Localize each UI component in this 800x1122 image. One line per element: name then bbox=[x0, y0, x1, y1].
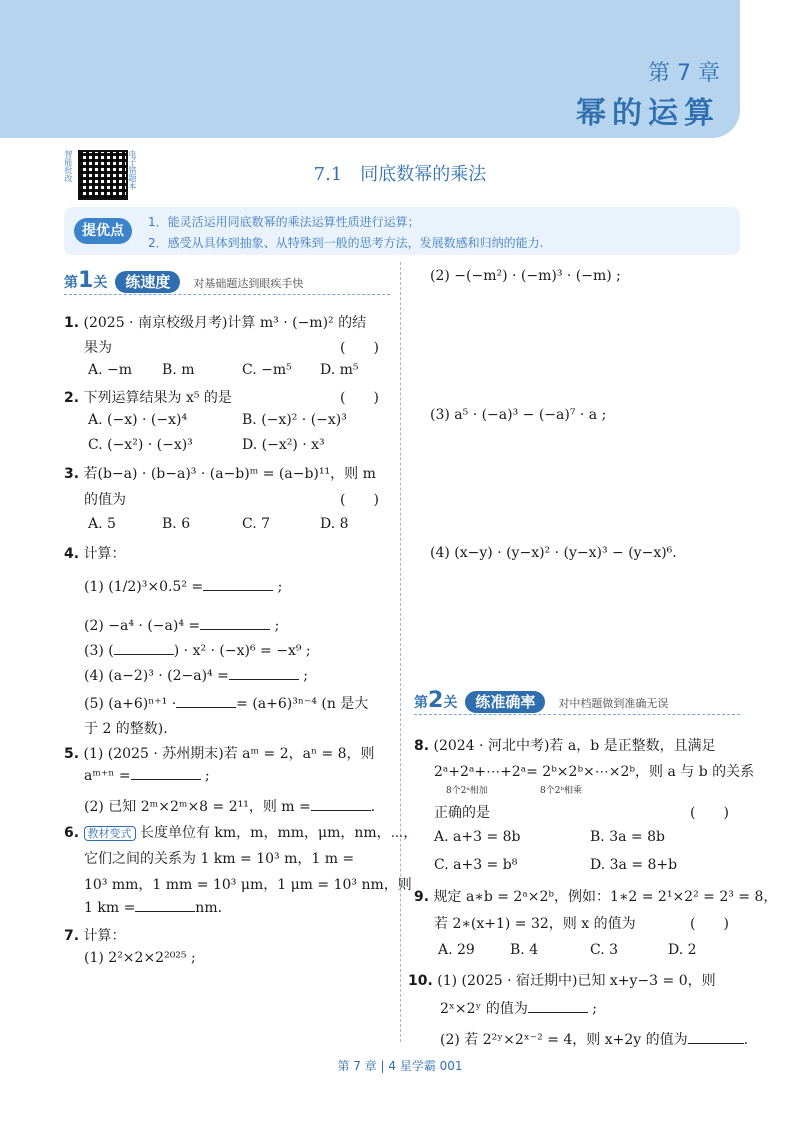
q8-option-b[interactable]: B. 3a = 8b bbox=[590, 829, 665, 845]
q3-stem bbox=[64, 463, 376, 483]
key-points-badge: 提优点 bbox=[74, 218, 132, 244]
q8-option-a[interactable]: A. a+3 = 8b bbox=[434, 829, 521, 845]
q7-text: 计算： bbox=[83, 928, 126, 944]
q2-text: 下列运算结果为 x⁵ 的是 bbox=[83, 390, 232, 406]
level-2-desc: 对中档题做到准确无误 bbox=[558, 697, 669, 710]
q10-line-3-text: (2) 若 2²ʸ×2ˣ⁻² = 4，则 x+2y 的值为 bbox=[440, 1032, 688, 1048]
level-1-header bbox=[64, 268, 303, 293]
q1-number: 1. bbox=[64, 315, 80, 331]
q5-number: 5. bbox=[64, 746, 80, 762]
key-point-2: 2．感受从具体到抽象、从特殊到一般的思考方法，发展数感和归纳的能力. bbox=[148, 236, 544, 250]
q10-line-3: (2) 若 2²ʸ×2ˣ⁻² = 4，则 x+2y 的值为 . bbox=[440, 1032, 749, 1048]
q4-line-2: (2) −a⁴ · (−a)⁴ = ; bbox=[84, 618, 280, 634]
q9-option-d[interactable]: D. 2 bbox=[668, 942, 697, 958]
level-1-desc: 对基础题达到眼疾手快 bbox=[193, 277, 304, 290]
q1-option-b[interactable]: B. m bbox=[162, 362, 195, 378]
key-point-1: 1．能灵活运用同底数幂的乘法运算性质进行运算； bbox=[148, 215, 420, 229]
chapter-number: 第 7 章 bbox=[648, 61, 720, 86]
q7-part-2: (2) −(−m²) · (−m)³ · (−m) ; bbox=[430, 268, 621, 284]
q2-answer-paren[interactable]: ( ) bbox=[340, 390, 379, 406]
q4-text: 计算： bbox=[83, 546, 126, 562]
q6-line-1 bbox=[64, 822, 417, 842]
level-2-prefix: 第 bbox=[414, 695, 428, 711]
q8-number: 8. bbox=[414, 738, 430, 754]
q5-blank-2[interactable] bbox=[311, 810, 371, 811]
q4-line-4: (4) (a−2)³ · (2−a)⁴ = ; bbox=[84, 668, 309, 684]
column-divider bbox=[400, 262, 401, 1042]
q2-option-c[interactable]: C. (−x²) · (−x)³ bbox=[88, 437, 193, 453]
q8-line-2-b: = 2ᵇ×2ᵇ×⋯×2ᵇ bbox=[526, 764, 636, 780]
q5-line-1-text: (1) (2025 · 苏州期末)若 aᵐ = 2，aⁿ = 8，则 bbox=[83, 746, 375, 762]
level-1-suffix: 关 bbox=[93, 275, 108, 291]
q8-brace-1: 8个2ᵃ相加 bbox=[446, 786, 488, 796]
q3-answer-paren[interactable]: ( ) bbox=[340, 492, 379, 508]
q8-line-2-c: ，则 a 与 b 的关系 bbox=[635, 764, 755, 780]
q1-answer-paren[interactable]: ( ) bbox=[340, 340, 379, 356]
q7-part-4: (4) (x−y) · (y−x)² · (y−x)³ − (y−x)⁶. bbox=[430, 545, 677, 561]
q4-line-1: (1) (1/2)³×0.5² = ; bbox=[84, 579, 283, 595]
q3-option-b[interactable]: B. 6 bbox=[162, 516, 191, 532]
q6-line-1-text: 长度单位有 km，m，mm，μm，nm，⋯， bbox=[139, 825, 418, 841]
q4-stem bbox=[64, 543, 126, 563]
level-2-number: 2 bbox=[428, 688, 444, 713]
q8-line-2-a: 2ᵃ+2ᵃ+⋯+2ᵃ bbox=[434, 764, 527, 780]
q9-number: 9. bbox=[414, 889, 430, 905]
q10-line-1 bbox=[408, 970, 716, 990]
level-1-line bbox=[64, 294, 390, 295]
q8-option-d[interactable]: D. 3a = 8+b bbox=[590, 857, 678, 873]
q2-stem bbox=[64, 387, 232, 407]
q8-line-2 bbox=[434, 761, 754, 781]
level-2-name: 练准确率 bbox=[465, 691, 545, 713]
q6-line-4-b: nm. bbox=[195, 900, 223, 916]
q8-line-1 bbox=[414, 735, 716, 755]
q2-number: 2. bbox=[64, 390, 80, 406]
q9-option-b[interactable]: B. 4 bbox=[510, 942, 539, 958]
q5-line-2-text: aᵐ⁺ⁿ = bbox=[84, 768, 131, 784]
q5-line-1 bbox=[64, 743, 375, 763]
q8-option-c[interactable]: C. a+3 = b⁸ bbox=[434, 857, 518, 873]
q1-option-d[interactable]: D. m⁵ bbox=[320, 362, 359, 378]
q6-line-4-a: 1 km = bbox=[84, 900, 136, 916]
q6-tag: 教材变式 bbox=[84, 826, 136, 841]
q10-line-2-text: 2ˣ×2ʸ 的值为 bbox=[440, 1001, 528, 1017]
q9-option-c[interactable]: C. 3 bbox=[590, 942, 619, 958]
q8-answer-paren[interactable]: ( ) bbox=[690, 805, 729, 821]
q9-line-2: 若 2∗(x+1) = 32，则 x 的值为 bbox=[434, 916, 636, 932]
q1-stem bbox=[64, 312, 366, 332]
q2-option-d[interactable]: D. (−x²) · x³ bbox=[242, 437, 325, 453]
q9-line-1-text: 规定 a∗b = 2ᵃ×2ᵇ，例如：1∗2 = 2¹×2² = 2³ = 8， bbox=[433, 889, 778, 905]
chapter-title: 幂的运算 bbox=[576, 96, 720, 131]
q4-line-2-text: (2) −a⁴ · (−a)⁴ = bbox=[84, 618, 201, 634]
level-2-line bbox=[414, 714, 740, 715]
q10-blank-2[interactable] bbox=[688, 1043, 744, 1044]
q7-part-3: (3) a⁵ · (−a)³ − (−a)⁷ · a ; bbox=[430, 407, 607, 423]
q4-line-3-b: ) · x² · (−x)⁶ = −x⁹ ; bbox=[173, 643, 311, 659]
q2-option-a[interactable]: A. (−x) · (−x)⁴ bbox=[88, 412, 188, 428]
level-2-header bbox=[414, 688, 668, 713]
q8-line-1-text: (2024 · 河北中考)若 a，b 是正整数，且满足 bbox=[433, 738, 716, 754]
q6-line-4 bbox=[84, 900, 222, 916]
q4-blank-2[interactable] bbox=[200, 629, 270, 630]
qr-left-caption: 智能批改 bbox=[64, 150, 73, 182]
qr-right-caption: 电子错题本 bbox=[128, 150, 137, 190]
q1-option-c[interactable]: C. −m⁵ bbox=[242, 362, 292, 378]
q3-option-a[interactable]: A. 5 bbox=[88, 516, 116, 532]
q6-line-3: 10³ mm，1 mm = 10³ μm，1 μm = 10³ nm，则 bbox=[84, 877, 412, 893]
level-1-name: 练速度 bbox=[115, 271, 180, 293]
q4-blank-5[interactable] bbox=[176, 707, 236, 708]
q5-blank-1[interactable] bbox=[131, 779, 201, 780]
q1-text: (2025 · 南京校级月考)计算 m³ · (−m)² 的结 bbox=[83, 315, 367, 331]
q8-brace-2: 8个2ᵇ相乘 bbox=[540, 786, 583, 796]
q3-option-c[interactable]: C. 7 bbox=[242, 516, 271, 532]
q3-option-d[interactable]: D. 8 bbox=[320, 516, 349, 532]
q9-line-1 bbox=[414, 886, 777, 906]
q4-line-1-text: (1) (1/2)³×0.5² = bbox=[84, 579, 204, 595]
q7-stem bbox=[64, 925, 126, 945]
q5-line-2: aᵐ⁺ⁿ = ; bbox=[84, 768, 210, 784]
q4-blank-4[interactable] bbox=[229, 679, 299, 680]
q3-text: 若(b−a) · (b−a)³ · (a−b)ᵐ = (a−b)¹¹，则 m bbox=[83, 466, 376, 482]
q9-option-a[interactable]: A. 29 bbox=[438, 942, 475, 958]
q4-line-5-cont: 于 2 的整数). bbox=[84, 721, 168, 737]
q6-blank[interactable] bbox=[135, 911, 195, 912]
q10-number: 10. bbox=[408, 973, 433, 989]
q8-line-3: 正确的是 bbox=[434, 805, 490, 821]
q7-number: 7. bbox=[64, 928, 80, 944]
q7-part-1: (1) 2²×2×2²⁰²⁵ ; bbox=[84, 950, 196, 966]
section-title: 7.1 同底数幂的乘法 bbox=[313, 164, 487, 185]
level-2-suffix: 关 bbox=[443, 695, 458, 711]
q4-number: 4. bbox=[64, 546, 80, 562]
q2-option-b[interactable]: B. (−x)² · (−x)³ bbox=[242, 412, 347, 428]
q1-stem2: 果为 bbox=[84, 340, 112, 356]
q4-line-4-text: (4) (a−2)³ · (2−a)⁴ = bbox=[84, 668, 229, 684]
q4-blank-1[interactable] bbox=[203, 590, 273, 591]
q6-number: 6. bbox=[64, 825, 80, 841]
q4-blank-3[interactable] bbox=[114, 654, 174, 655]
q4-line-3 bbox=[84, 643, 311, 659]
q5-line-3: (2) 已知 2ᵐ×2ᵐ×8 = 2¹¹，则 m = . bbox=[84, 799, 376, 815]
q3-number: 3. bbox=[64, 466, 80, 482]
q4-line-5-a: (5) (a+6)ⁿ⁺¹ · bbox=[84, 696, 177, 712]
q10-blank-1[interactable] bbox=[528, 1012, 588, 1013]
q3-stem2: 的值为 bbox=[84, 492, 126, 508]
level-1-prefix: 第 bbox=[64, 275, 78, 291]
q9-answer-paren[interactable]: ( ) bbox=[690, 916, 729, 932]
q4-line-5-b: = (a+6)³ⁿ⁻⁴ (n 是大 bbox=[236, 696, 369, 712]
q5-line-3-text: (2) 已知 2ᵐ×2ᵐ×8 = 2¹¹，则 m = bbox=[84, 799, 311, 815]
q10-line-1-text: (1) (2025 · 宿迁期中)已知 x+y−3 = 0，则 bbox=[437, 973, 716, 989]
q4-line-3-a: (3) ( bbox=[84, 643, 114, 659]
q10-line-2: 2ˣ×2ʸ 的值为 ; bbox=[440, 1001, 598, 1017]
level-1-number: 1 bbox=[78, 268, 94, 293]
q6-line-2: 它们之间的关系为 1 km = 10³ m，1 m = bbox=[84, 851, 355, 867]
page-footer: 第 7 章 | 4 星学霸 001 bbox=[337, 1059, 463, 1073]
q4-line-5 bbox=[84, 693, 368, 713]
q1-option-a[interactable]: A. −m bbox=[88, 362, 133, 378]
